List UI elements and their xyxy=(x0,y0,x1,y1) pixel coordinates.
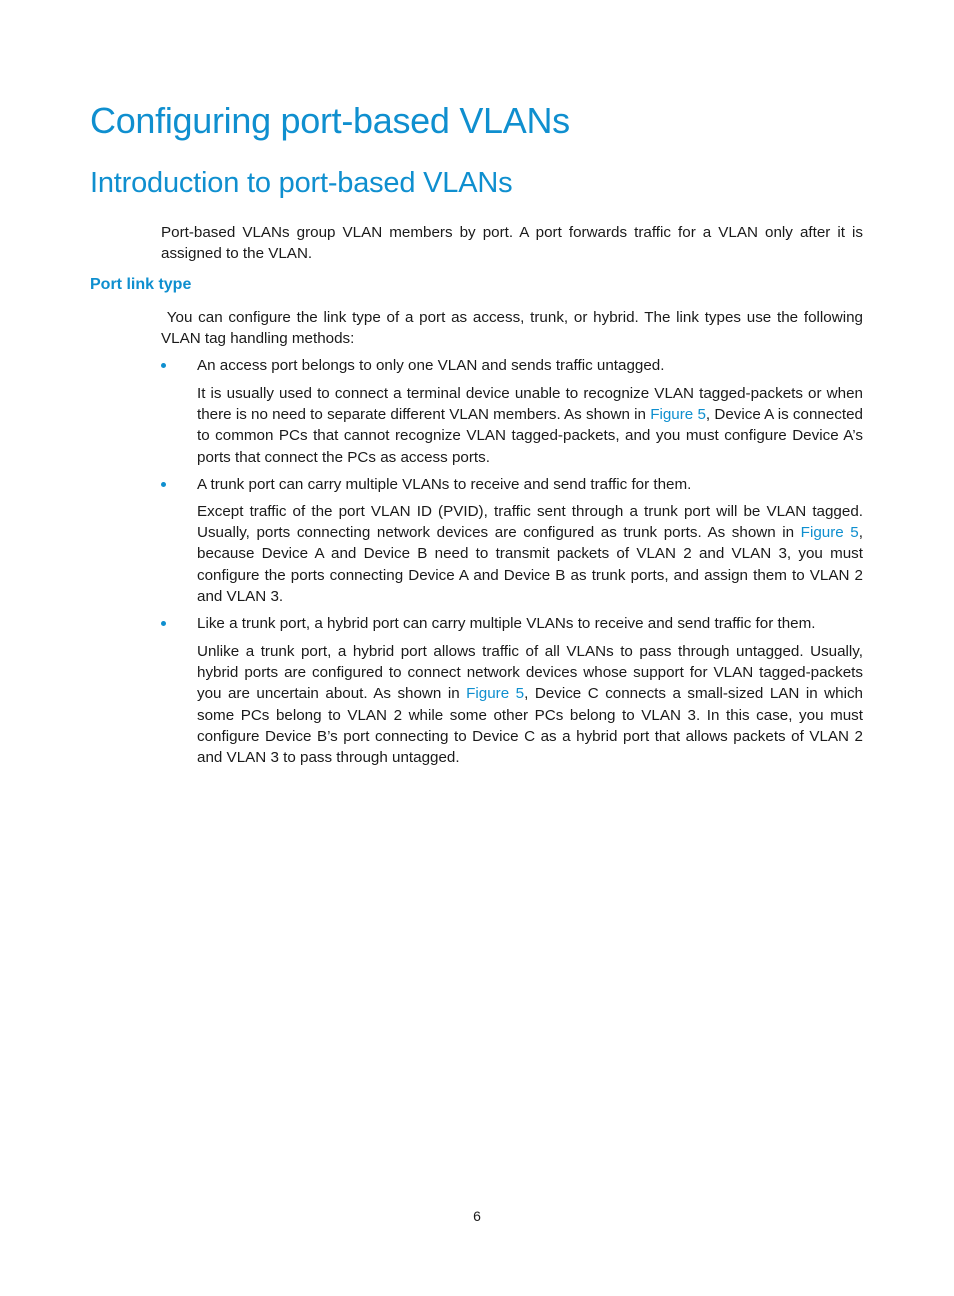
section-title: Introduction to port-based VLANs xyxy=(90,167,513,199)
figure-link[interactable]: Figure 5 xyxy=(466,685,525,703)
bullet-dot-icon xyxy=(161,363,166,368)
chapter-title: Configuring port-based VLANs xyxy=(90,100,570,141)
bullet-dot-icon xyxy=(161,621,166,626)
link-type-paragraph xyxy=(161,307,863,349)
bullet-lead: A trunk port can carry multiple VLANs to receive and send traffic for them. xyxy=(197,476,692,493)
detail-text: , Device C connects a small-sized LAN in which some PCs belong to VLAN 2 while some other PCs belong to VLAN 3. In this case, you must configure Device B’s port connecting to Device C as a hybrid port that allows packets of VLAN 2 and VLAN 3 to pass through untagged. xyxy=(197,685,863,767)
figure-link[interactable]: Figure 5 xyxy=(800,524,859,542)
bullet-lead: Like a trunk port, a hybrid port can carry multiple VLANs to receive and send traffic for them. xyxy=(197,615,816,632)
detail-text: It is usually used to connect a terminal device unable to recognize VLAN tagged-packets or when there is no need to separate different VLAN members. As shown in xyxy=(197,385,863,424)
bullet-lead: An access port belongs to only one VLAN and sends traffic untagged. xyxy=(197,357,665,374)
link-type-text: You can configure the link type of a port as access, trunk, or hybrid. The link types use the following VLAN tag handling methods: xyxy=(161,309,863,348)
bullet-dot-icon xyxy=(161,482,166,487)
detail-text: , Device A is connected to common PCs that cannot recognize VLAN tagged-packets, and you must configure Device A’s ports that connect the PCs as access ports. xyxy=(197,406,863,466)
figure-link[interactable]: Figure 5 xyxy=(650,406,706,424)
detail-text: Except traffic of the port VLAN ID (PVID), traffic sent through a trunk port will be VLAN tagged. Usually, ports connecting network devices are configured as trunk ports. As shown in xyxy=(197,503,863,542)
bullet-detail-hybrid xyxy=(197,641,863,768)
detail-text: , because Device A and Device B need to transmit packets of VLAN 2 and VLAN 3, you must configure the ports connecting Device A and Device B as trunk ports, and assign them to VLAN 2 and VLAN 3. xyxy=(197,524,863,605)
page-number: 6 xyxy=(473,1208,481,1224)
bullet-detail-trunk xyxy=(197,501,863,607)
detail-text: Unlike a trunk port, a hybrid port allows traffic of all VLANs to pass through untagged. Usually, hybrid ports are configured to connect network devices whose support for VLAN tagged-packets you are uncertain about. As shown in xyxy=(197,643,863,703)
subsection-title: Port link type xyxy=(90,276,192,293)
intro-paragraph: Port-based VLANs group VLAN members by port. A port forwards traffic for a VLAN only after it is assigned to the VLAN. xyxy=(161,224,863,263)
bullet-detail-access xyxy=(197,383,863,468)
